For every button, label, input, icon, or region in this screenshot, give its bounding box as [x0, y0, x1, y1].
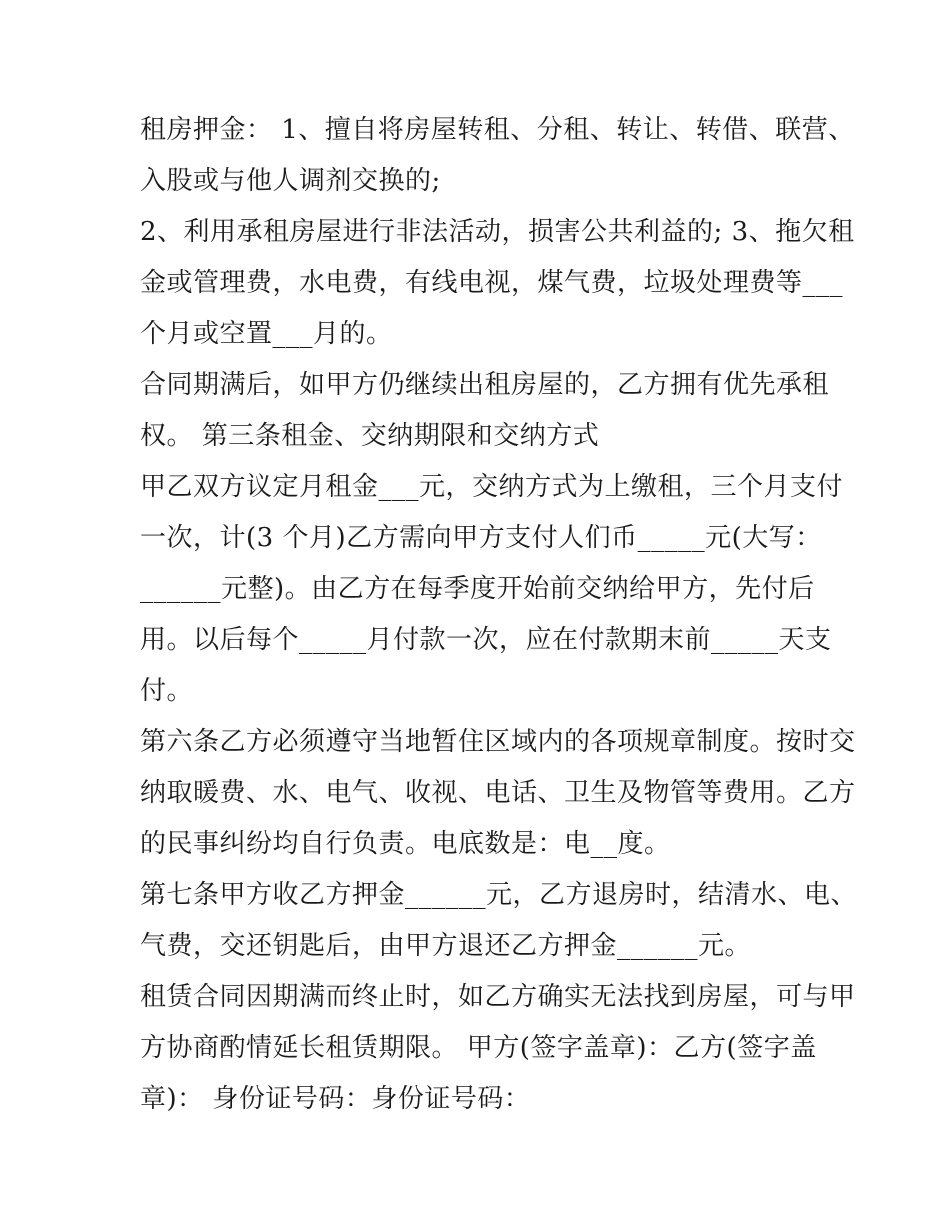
text-line: 入股或与他人调剂交换的; [140, 166, 441, 196]
text-line: 2、利用承租房屋进行非法活动，损害公共利益的; 3、拖欠租 [140, 217, 855, 247]
text-line: 气费，交还钥匙后，由甲方退还乙方押金______元。 [140, 931, 752, 961]
text-line: 一次，计(3 个月)乙方需向甲方支付人们币_____元(大写： [140, 523, 822, 553]
text-line: 用。以后每个_____月付款一次，应在付款期末前_____天支 [140, 625, 832, 655]
text-line: 付。 [140, 676, 194, 706]
text-line: 的民事纠纷均自行负责。电底数是：电__度。 [140, 829, 671, 859]
text-line: 第六条乙方必须遵守当地暂住区域内的各项规章制度。按时交 [140, 727, 856, 757]
text-line: 章)： 身份证号码：身份证号码： [140, 1084, 531, 1114]
text-line: 租房押金： 1、擅自将房屋转租、分租、转让、转借、联营、 [140, 115, 855, 145]
text-line: 甲乙双方议定月租金___元，交纳方式为上缴租，三个月支付 [140, 472, 844, 502]
text-line: 金或管理费，水电费，有线电视，煤气费，垃圾处理费等___ [140, 268, 844, 298]
text-line: 第七条甲方收乙方押金______元，乙方退房时，结清水、电、 [140, 880, 858, 910]
document-page [140, 105, 858, 1125]
text-line: 租赁合同因期满而终止时，如乙方确实无法找到房屋，可与甲 [140, 982, 856, 1012]
text-line: ______元整)。由乙方在每季度开始前交纳给甲方，先付后 [140, 574, 815, 604]
text-line: 方协商酌情延长租赁期限。 甲方(签字盖章)：乙方(签字盖 [140, 1033, 817, 1063]
text-line: 权。 第三条租金、交纳期限和交纳方式 [140, 421, 600, 451]
text-line: 个月或空置___月的。 [140, 319, 393, 349]
text-line: 合同期满后，如甲方仍继续出租房屋的，乙方拥有优先承租 [140, 370, 830, 400]
text-line: 纳取暖费、水、电气、收视、电话、卫生及物管等费用。乙方 [140, 778, 856, 808]
